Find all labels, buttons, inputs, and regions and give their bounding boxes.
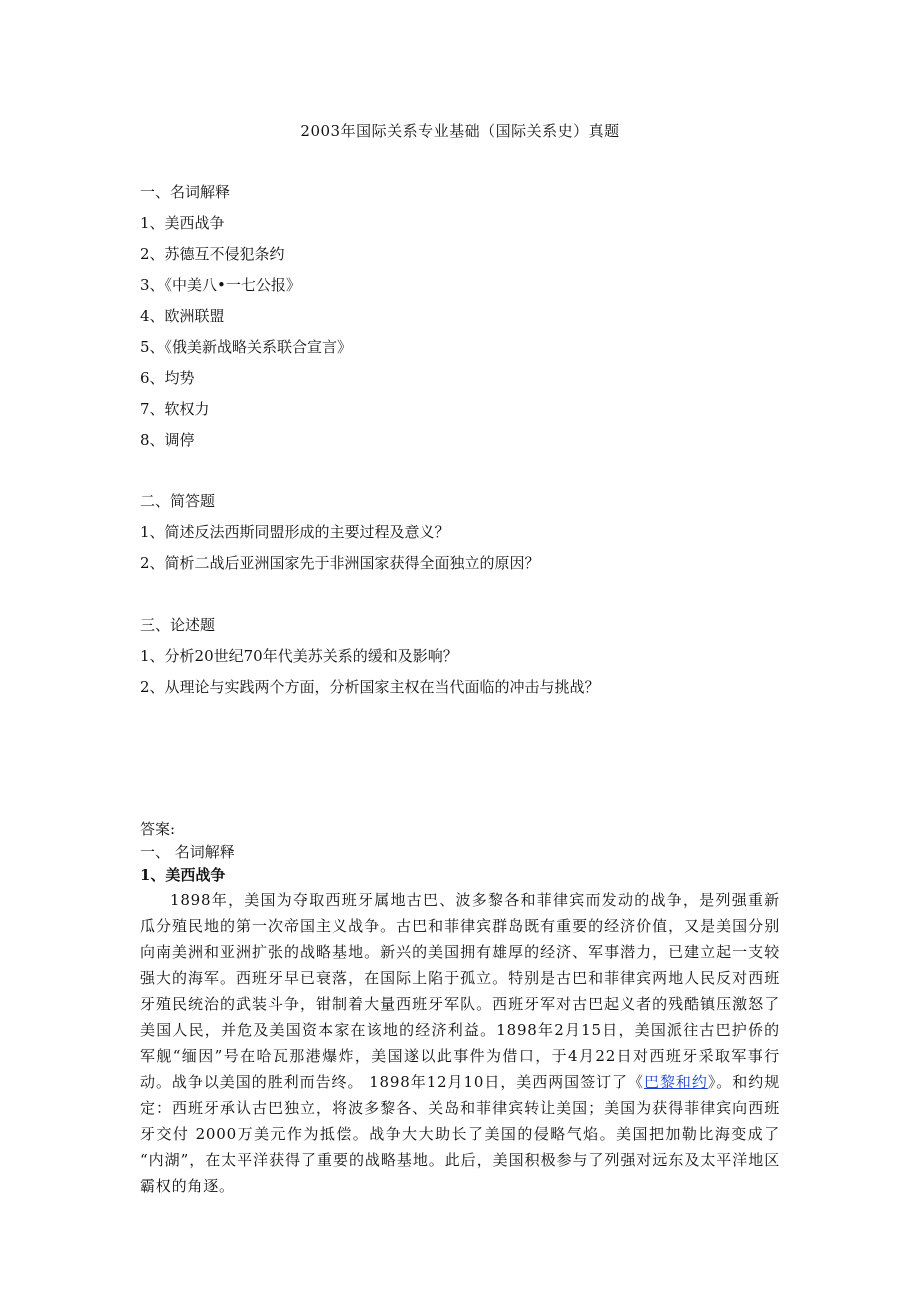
section-terms: [140, 177, 352, 456]
section-heading: 三、论述题: [140, 616, 216, 634]
question-item: 1、简述反法西斯同盟形成的主要过程及意义？: [140, 523, 450, 541]
question-item: 6、均势: [140, 369, 195, 387]
treaty-of-paris-link[interactable]: 巴黎和约: [643, 1073, 708, 1091]
paragraph-text: 》。和约规定：西班牙承认古巴独立，将波多黎各、关岛和菲律宾转让美国；美国为获得菲律宾向西班牙交付 2000万美元作为抵偿。战争大大助长了美国的侵略气焰。美国把加勒比海变成了 “内湖”，在太平洋获得了重要的战略基地。此后，美国积极参与了列强对远东及太平洋地区霸权的角逐。: [140, 1073, 780, 1195]
question-item: 8、调停: [140, 431, 195, 449]
section-heading: 一、名词解释: [140, 183, 231, 201]
question-item: 7、软权力: [140, 400, 210, 418]
question-item: 3、《中美八•一七公报》: [140, 276, 301, 294]
answer-item-title: 1、美西战争: [140, 866, 226, 884]
question-item: 5、《俄美新战略关系联合宣言》: [140, 338, 353, 356]
answer-section-heading: 一、 名词解释: [140, 843, 235, 861]
section-short-answer: [140, 486, 540, 579]
question-item: 2、苏德互不侵犯条约: [140, 245, 285, 263]
paragraph-text: 1898年，美国为夺取西班牙属地古巴、波多黎各和菲律宾而发动的战争，是列强重新瓜分殖民地的第一次帝国主义战争。古巴和菲律宾群岛既有重要的经济价值，又是美国分别向南美洲和亚洲扩张的战略基地。新兴的美国拥有雄厚的经济、军事潜力，已建立起一支较强大的海军。西班牙早已衰落，在国际上陷于孤立。特别是古巴和菲律宾两地人民反对西班牙殖民统治的武装斗争，钳制着大量西班牙军队。西班牙军对古巴起义者的残酷镇压激怒了美国人民，并危及美国资本家在该地的经济利益。1898年2月15日，美国派往古巴护侨的军舰“缅因”号在哈瓦那港爆炸，美国遂以此事件为借口，于4月22日对西班牙采取军事行动。战争以美国的胜利而告终。 1898年12月10日，美西两国签订了《: [140, 891, 780, 1091]
section-essay: [140, 610, 600, 703]
page-title: 2003年国际关系专业基础（国际关系史）真题: [300, 122, 620, 140]
answer-paragraph: [140, 887, 780, 1199]
question-item: 2、简析二战后亚洲国家先于非洲国家获得全面独立的原因？: [140, 554, 540, 572]
answer-label: 答案:: [140, 820, 176, 838]
question-item: 2、从理论与实践两个方面，分析国家主权在当代面临的冲击与挑战？: [140, 678, 600, 696]
answer-section: [140, 818, 780, 1199]
question-item: 4、欧洲联盟: [140, 307, 225, 325]
question-item: 1、分析20世纪70年代美苏关系的缓和及影响？: [140, 647, 458, 665]
section-heading: 二、简答题: [140, 492, 216, 510]
question-item: 1、美西战争: [140, 214, 225, 232]
